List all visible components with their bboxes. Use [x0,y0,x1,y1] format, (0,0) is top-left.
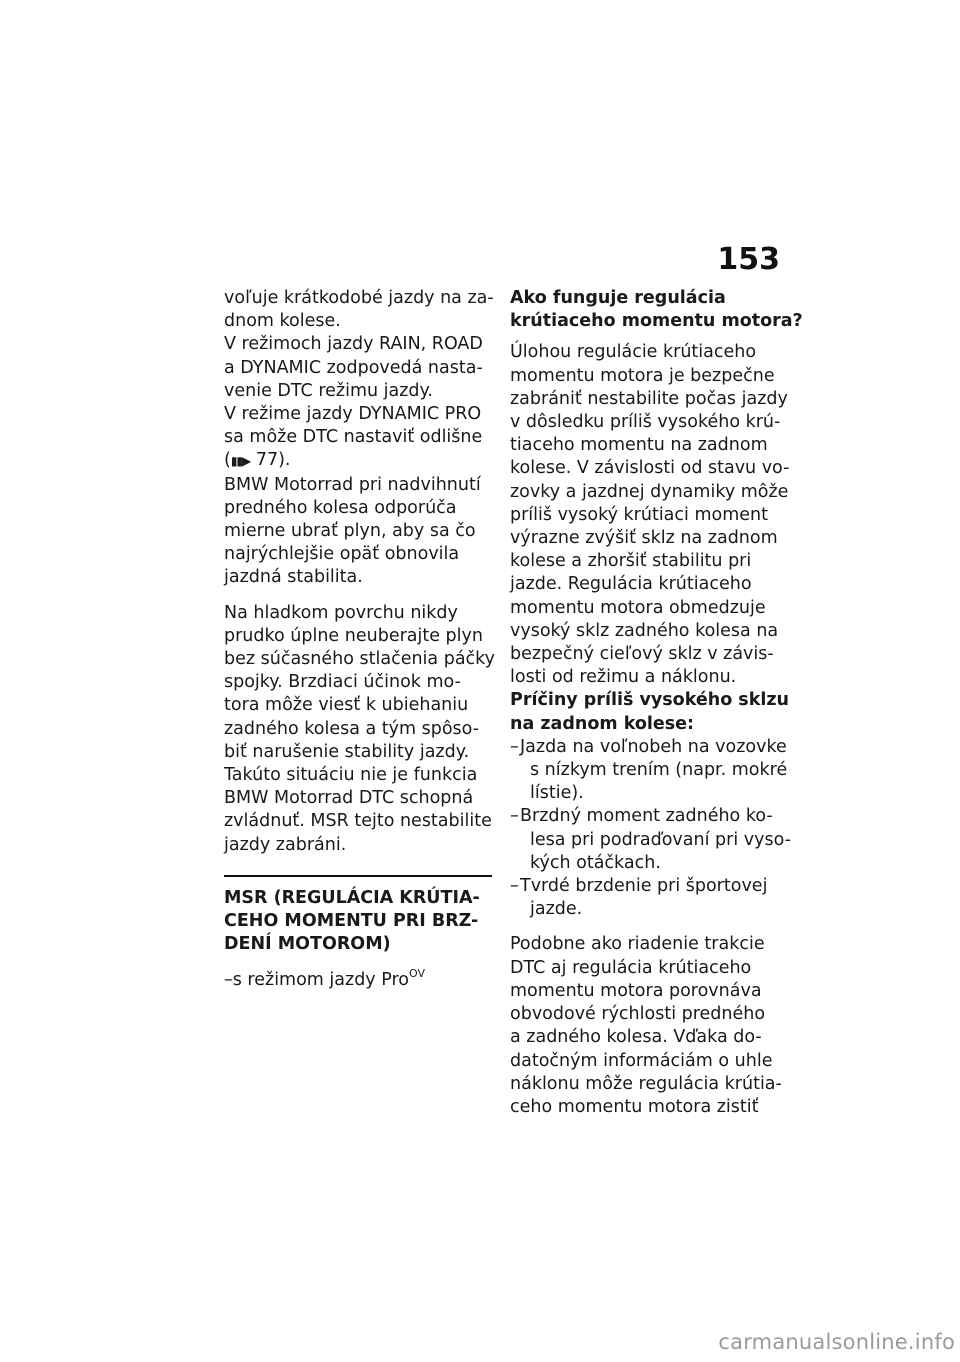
heading-line: Ako funguje regulácia [510,288,726,308]
text-line: tiaceho momentu na zadnom [510,435,768,456]
option-text: s režimom jazdy Pro [232,970,409,991]
text-line: obvodové rýchlosti predného [510,1004,766,1025]
heading-causes [510,689,790,735]
paragraph-comparison [510,933,782,1119]
text-line: jazde. Regulácia krútiaceho [510,574,752,595]
paragraph-dynamic-pro [224,403,492,474]
paragraph-slippery-surface [224,602,496,857]
text-line: dnom kolese. [224,311,341,332]
reference-page: 77). [250,450,291,471]
text-line: venie DTC režimu jazdy. [224,380,433,401]
heading-line: DENÍ MOTOROM) [224,934,391,955]
text-line: Brzdný moment zadného ko- [520,806,773,827]
text-line: Podobne ako riadenie trakcie [510,934,765,955]
text-line: najrýchlejšie opäť obnovila [224,544,460,565]
text-line: v dôsledku príliš vysokého krú- [510,412,781,433]
text-line: jazde. [530,899,583,920]
text-line: s nízkym trením (napr. mokré [530,760,788,781]
paragraph-rear-wheel [224,287,492,333]
text-line: príliš vysoký krútiaci moment [510,504,768,525]
text-line: vysoký sklz zadného kolesa na [510,620,779,641]
text-line: V režimoch jazdy RAIN, ROAD [224,334,483,355]
text-line: momentu motora je bezpečne [510,365,775,386]
text-line: lístie). [530,783,584,804]
section-divider [224,875,492,877]
text-line: kolese a zhoršiť stabilitu pri [510,551,752,572]
page-reference[interactable] [224,449,492,473]
text-line: a DYNAMIC zodpovedá nasta- [224,357,483,378]
text-line: a zadného kolesa. Vďaka do- [510,1027,762,1048]
text-line: mierne ubrať plyn, aby sa čo [224,521,476,542]
heading-line: CEHO MOMENTU PRI BRZ- [224,911,479,932]
text-line: voľuje krátkodobé jazdy na za- [224,288,494,308]
option-note [224,962,492,992]
text-line: zvládnuť. MSR tejto nestabilite [224,811,492,832]
left-column [224,287,496,993]
list-item [510,736,788,806]
heading-how-it-works [510,287,803,333]
text-line: kolese. V závislosti od stavu vo- [510,458,790,479]
paragraph-riding-modes [224,333,492,403]
text-line: bez súčasného stlačenia páčky [224,649,496,670]
section-heading-msr [224,887,492,957]
paragraph-wheelie [224,474,492,590]
page-number: 153 [717,242,780,277]
text-line: momentu motora porovnáva [510,980,762,1001]
text-line: sa môže DTC nastaviť odlišne [224,427,483,448]
reference-open-paren: ( [224,450,231,471]
heading-line: Príčiny príliš vysokého sklzu [510,690,790,711]
text-line: momentu motora obmedzuje [510,597,766,618]
text-line: Jazda na voľnobeh na vozovke [520,736,787,757]
text-line: zovky a jazdnej dynamiky môže [510,481,789,502]
list-item [510,805,791,875]
text-line: V režime jazdy DYNAMIC PRO [224,404,482,425]
list-dash: – [510,876,519,897]
paragraph-purpose [510,341,790,689]
text-line: jazdná stabilita. [224,567,363,588]
text-line: kých otáčkach. [530,852,661,873]
text-line: Tvrdé brzdenie pri športovej [520,876,768,897]
list-dash: – [510,736,519,757]
text-line: DTC aj regulácia krútiaceho [510,957,752,978]
text-line: BMW Motorrad DTC schopná [224,788,474,809]
causes-list [510,736,791,922]
text-line: losti od režimu a náklonu. [510,667,737,688]
text-line: spojky. Brzdiaci účinok mo- [224,672,461,693]
right-column [510,287,803,1119]
text-line: prudko úplne neuberajte plyn [224,625,483,646]
heading-line: na zadnom kolese: [510,713,695,734]
option-superscript: OV [408,967,425,981]
text-line: zabrániť nestabilite počas jazdy [510,388,788,409]
list-item [510,875,782,921]
text-line: Úlohou regulácie krútiaceho [510,342,757,363]
arrow-right-icon: ▮▮▶ [230,454,251,469]
text-line: datočným informáciám o uhle [510,1050,773,1071]
text-line: ceho momentu motora zistiť [510,1096,759,1117]
text-line: bezpečný cieľový sklz v závis- [510,644,774,665]
list-dash: – [510,806,519,827]
text-line: biť narušenie stability jazdy. [224,741,470,762]
text-line: náklonu môže regulácia krútia- [510,1073,782,1094]
text-line: lesa pri podraďovaní pri vyso- [530,829,791,850]
text-line: BMW Motorrad pri nadvihnutí [224,474,481,495]
text-line: Na hladkom povrchu nikdy [224,602,458,623]
watermark: carmanualsonline.info [718,1330,955,1354]
text-line: Takúto situáciu nie je funkcia [224,765,478,786]
text-line: tora môže viesť k ubiehaniu [224,695,469,716]
text-line: zadného kolesa a tým spôso- [224,718,479,739]
option-line [224,962,492,992]
text-line: predného kolesa odporúča [224,497,457,518]
heading-line: MSR (REGULÁCIA KRÚTIA- [224,887,480,908]
text-line: výrazne zvýšiť sklz na zadnom [510,528,778,549]
heading-line: krútiaceho momentu motora? [510,311,803,332]
option-dash: – [224,970,233,991]
text-line: jazdy zabráni. [224,834,347,855]
